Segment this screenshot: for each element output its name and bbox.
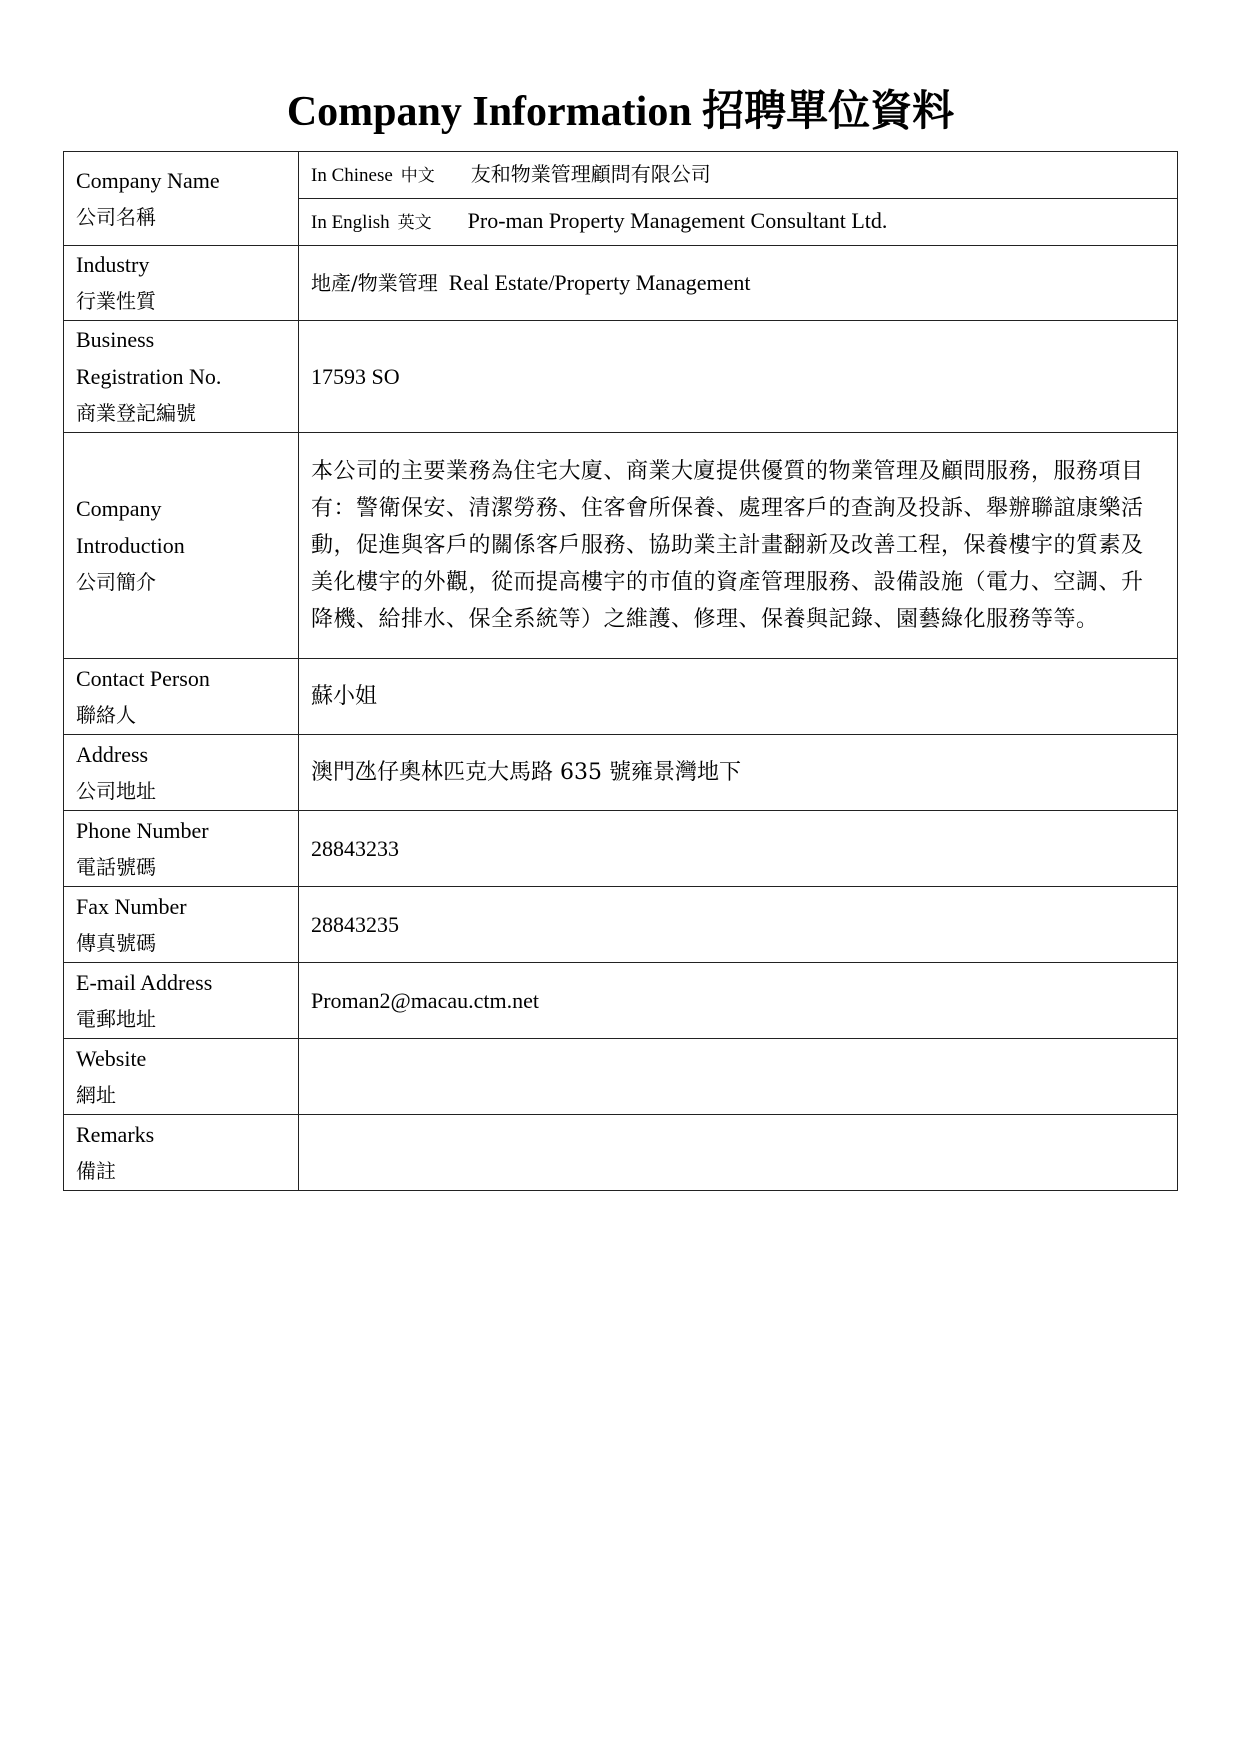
website-label-zh: 網址	[76, 1082, 116, 1107]
page-title: Company Information 招聘單位資料	[286, 89, 955, 135]
website-label	[64, 1039, 299, 1115]
contact-person-label	[64, 659, 299, 735]
industry-value-en: Real Estate/Property Management	[448, 270, 751, 295]
business-registration-value: 17593 SO	[299, 321, 1178, 433]
company-introduction-label-en-1: Company	[76, 496, 162, 521]
contact-person-label-en: Contact Person	[76, 665, 210, 691]
in-chinese-label-zh: 中文	[400, 166, 435, 186]
row-address	[64, 735, 1178, 811]
address-label-zh: 公司地址	[76, 778, 156, 803]
remarks-label-zh: 備註	[76, 1158, 116, 1183]
in-english-label	[311, 212, 432, 233]
row-contact-person	[64, 659, 1178, 735]
company-name-label-en: Company Name	[76, 167, 220, 193]
in-chinese-label-en: In Chinese	[311, 165, 393, 186]
company-name-chinese-value: 友和物業管理顧問有限公司	[470, 162, 711, 186]
website-value	[299, 1039, 1178, 1115]
business-registration-label-en-2: Registration No.	[76, 364, 222, 389]
row-phone	[64, 811, 1178, 887]
remarks-label	[64, 1115, 299, 1191]
company-name-label-zh: 公司名稱	[76, 204, 156, 229]
website-label-en: Website	[76, 1045, 147, 1071]
row-fax	[64, 887, 1178, 963]
business-registration-label	[64, 321, 299, 433]
in-english-label-en: In English	[311, 212, 390, 233]
email-value: Proman2@macau.ctm.net	[299, 963, 1178, 1039]
row-company-name-chinese	[64, 152, 1178, 199]
row-email	[64, 963, 1178, 1039]
row-business-registration	[64, 321, 1178, 433]
fax-value: 28843235	[299, 887, 1178, 963]
phone-value: 28843233	[299, 811, 1178, 887]
fax-label	[64, 887, 299, 963]
remarks-label-en: Remarks	[76, 1121, 155, 1147]
row-website	[64, 1039, 1178, 1115]
address-value: 澳門氹仔奧林匹克大馬路 635 號雍景灣地下	[299, 735, 1178, 811]
industry-label-zh: 行業性質	[76, 289, 156, 313]
row-industry	[64, 246, 1178, 321]
contact-person-value: 蘇小姐	[299, 659, 1178, 735]
company-name-english-cell	[299, 199, 1178, 246]
company-name-chinese-cell	[299, 152, 1178, 199]
phone-label-en: Phone Number	[76, 817, 209, 843]
business-registration-label-en-1: Business	[76, 327, 155, 352]
company-introduction-label-zh: 公司簡介	[76, 570, 156, 594]
address-label-en: Address	[76, 741, 149, 767]
contact-person-label-zh: 聯絡人	[76, 702, 136, 727]
row-company-introduction	[64, 433, 1178, 659]
company-introduction-label-en-2: Introduction	[76, 533, 185, 558]
phone-label	[64, 811, 299, 887]
industry-label	[64, 246, 299, 321]
industry-value	[299, 246, 1178, 321]
in-chinese-label	[311, 165, 435, 186]
company-info-table	[63, 151, 1178, 1191]
fax-label-en: Fax Number	[76, 893, 187, 919]
remarks-value	[299, 1115, 1178, 1191]
company-introduction-label	[64, 433, 299, 659]
company-name-label	[64, 152, 299, 246]
address-label	[64, 735, 299, 811]
company-introduction-value: 本公司的主要業務為住宅大廈、商業大廈提供優質的物業管理及顧問服務，服務項目有：警衛保安、清潔勞務、住客會所保養、處理客戶的查詢及投訴、舉辦聯誼康樂活動，促進與客戶的關係客戶服務、協助業主計畫翻新及改善工程，保養樓宇的質素及美化樓宇的外觀，從而提高樓宇的市值的資產管理服務、設備設施（電力、空調、升降機、給排水、保全系統等）之維護、修理、保養與記錄、園藝綠化服務等等。	[299, 433, 1178, 659]
row-remarks	[64, 1115, 1178, 1191]
company-name-english-value: Pro-man Property Management Consultant Ltd.	[467, 208, 888, 233]
email-label-zh: 電郵地址	[76, 1006, 156, 1031]
email-label-en: E-mail Address	[76, 969, 213, 995]
business-registration-label-zh: 商業登記編號	[76, 401, 196, 425]
fax-label-zh: 傳真號碼	[76, 930, 156, 955]
industry-label-en: Industry	[76, 252, 150, 277]
in-english-label-zh: 英文	[397, 213, 432, 233]
email-label	[64, 963, 299, 1039]
phone-label-zh: 電話號碼	[76, 854, 156, 879]
industry-value-zh: 地產/物業管理	[311, 271, 438, 295]
